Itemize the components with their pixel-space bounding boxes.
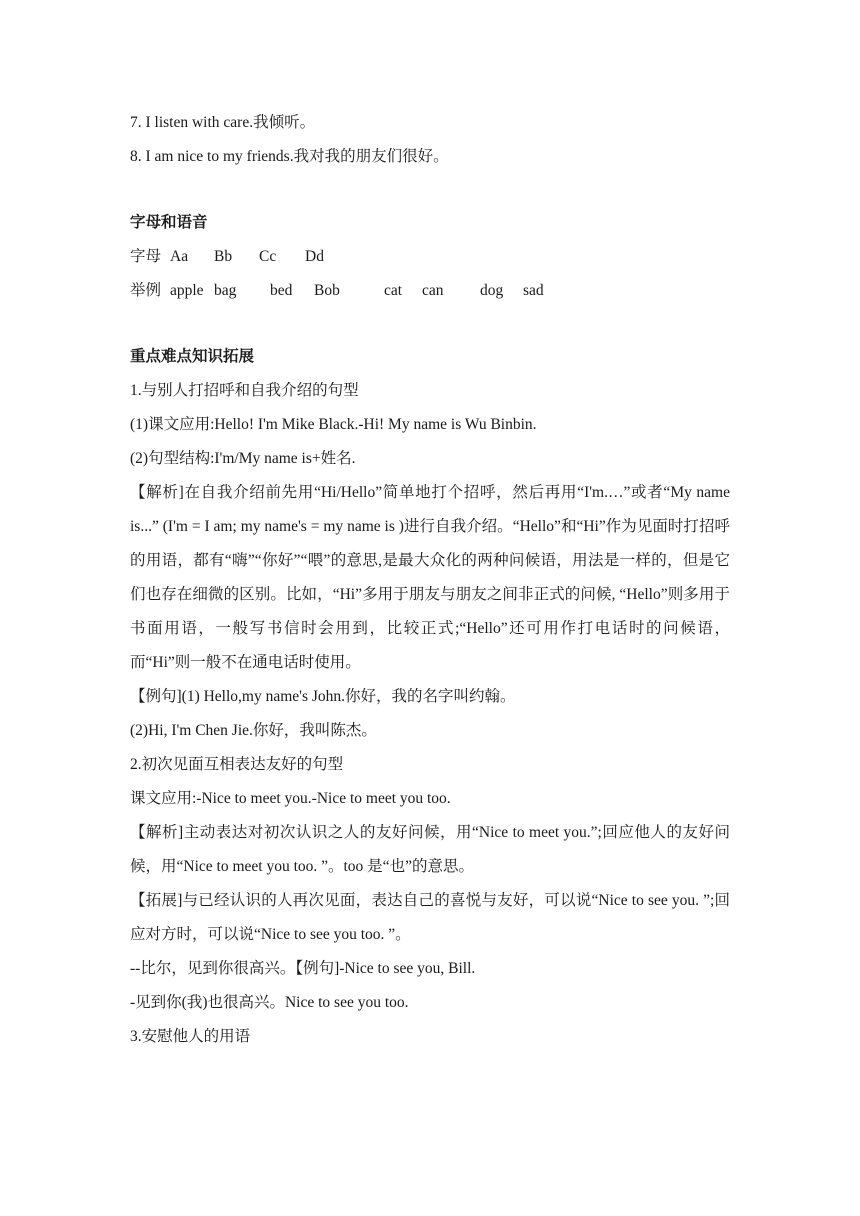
example-can: can — [422, 282, 444, 299]
document-page — [130, 106, 730, 1054]
letter-dd: Dd — [305, 248, 324, 265]
letter-aa: Aa — [170, 248, 189, 265]
point1-analysis: 【解析]在自我介绍前先用“Hi/Hello”简单地打个招呼，然后再用“I'm.…”或者“My name is...” (I'm = I am; my name's = my name is )进行自我介绍。“Hello”和“Hi”作为见面时打招呼的用语，都有“嗨”“你好”“喂”的意思,是最大众化的两种问候语，用法是一样的，但是它们也存在细微的区别。比如，“Hi”多用于朋友与朋友之间非正式的问候, “Hello”则多用于书面用语，一般写书信时会用到，比较正式;“Hello”还可用作打电话时的问候语，而“Hi”则一般不在通电话时使用。 — [130, 484, 730, 671]
letters-section-title: 字母和语音 — [130, 214, 208, 231]
knowledge-section-title: 重点难点知识拓展 — [130, 348, 255, 365]
letters-row — [130, 240, 730, 274]
point2-heading: 2.初次见面互相表达友好的句型 — [130, 756, 344, 773]
example-apple: apple — [170, 282, 204, 299]
point2-extension: 【拓展]与已经认识的人再次见面，表达自己的喜悦与友好，可以说“Nice to see you. ”;回应对方时，可以说“Nice to see you too. ”。 — [130, 892, 730, 943]
example-dog: dog — [480, 282, 504, 299]
letter-cc: Cc — [259, 248, 277, 265]
point2-example-line1: --比尔，见到你很高兴。【例句]-Nice to see you, Bill. — [130, 960, 476, 977]
spacer — [130, 308, 730, 340]
point3-heading: 3.安慰他人的用语 — [130, 1028, 251, 1045]
point1-example2: (2)Hi, I'm Chen Jie.你好，我叫陈杰。 — [130, 722, 377, 739]
example-bed: bed — [270, 282, 293, 299]
point2-app: 课文应用:-Nice to meet you.-Nice to meet you too. — [130, 790, 451, 807]
examples-label: 举例 — [130, 282, 162, 299]
example-sad: sad — [523, 282, 544, 299]
example-bob: Bob — [314, 282, 340, 299]
example-cat: cat — [384, 282, 403, 299]
spacer — [130, 174, 730, 206]
point1-example1: 【例句](1) Hello,my name's John.你好，我的名字叫约翰。 — [130, 688, 516, 705]
example-bag: bag — [214, 282, 237, 299]
letter-bb: Bb — [214, 248, 233, 265]
point1-heading: 1.与别人打招呼和自我介绍的句型 — [130, 382, 359, 399]
point2-example-line2: -见到你(我)也很高兴。Nice to see you too. — [130, 994, 409, 1011]
point1-app: (1)课文应用:Hello! I'm Mike Black.-Hi! My name is Wu Binbin. — [130, 416, 537, 433]
point1-structure: (2)句型结构:I'm/My name is+姓名. — [130, 450, 356, 467]
examples-row — [130, 274, 730, 308]
point2-analysis: 【解析]主动表达对初次认识之人的友好问候，用“Nice to meet you.”;回应他人的友好问候，用“Nice to meet you too. ”。too 是“也”的意思。 — [130, 824, 730, 875]
rule-8: 8. I am nice to my friends.我对我的朋友们很好。 — [130, 148, 449, 165]
letters-label: 字母 — [130, 248, 162, 265]
rule-7: 7. I listen with care.我倾听。 — [130, 114, 316, 131]
